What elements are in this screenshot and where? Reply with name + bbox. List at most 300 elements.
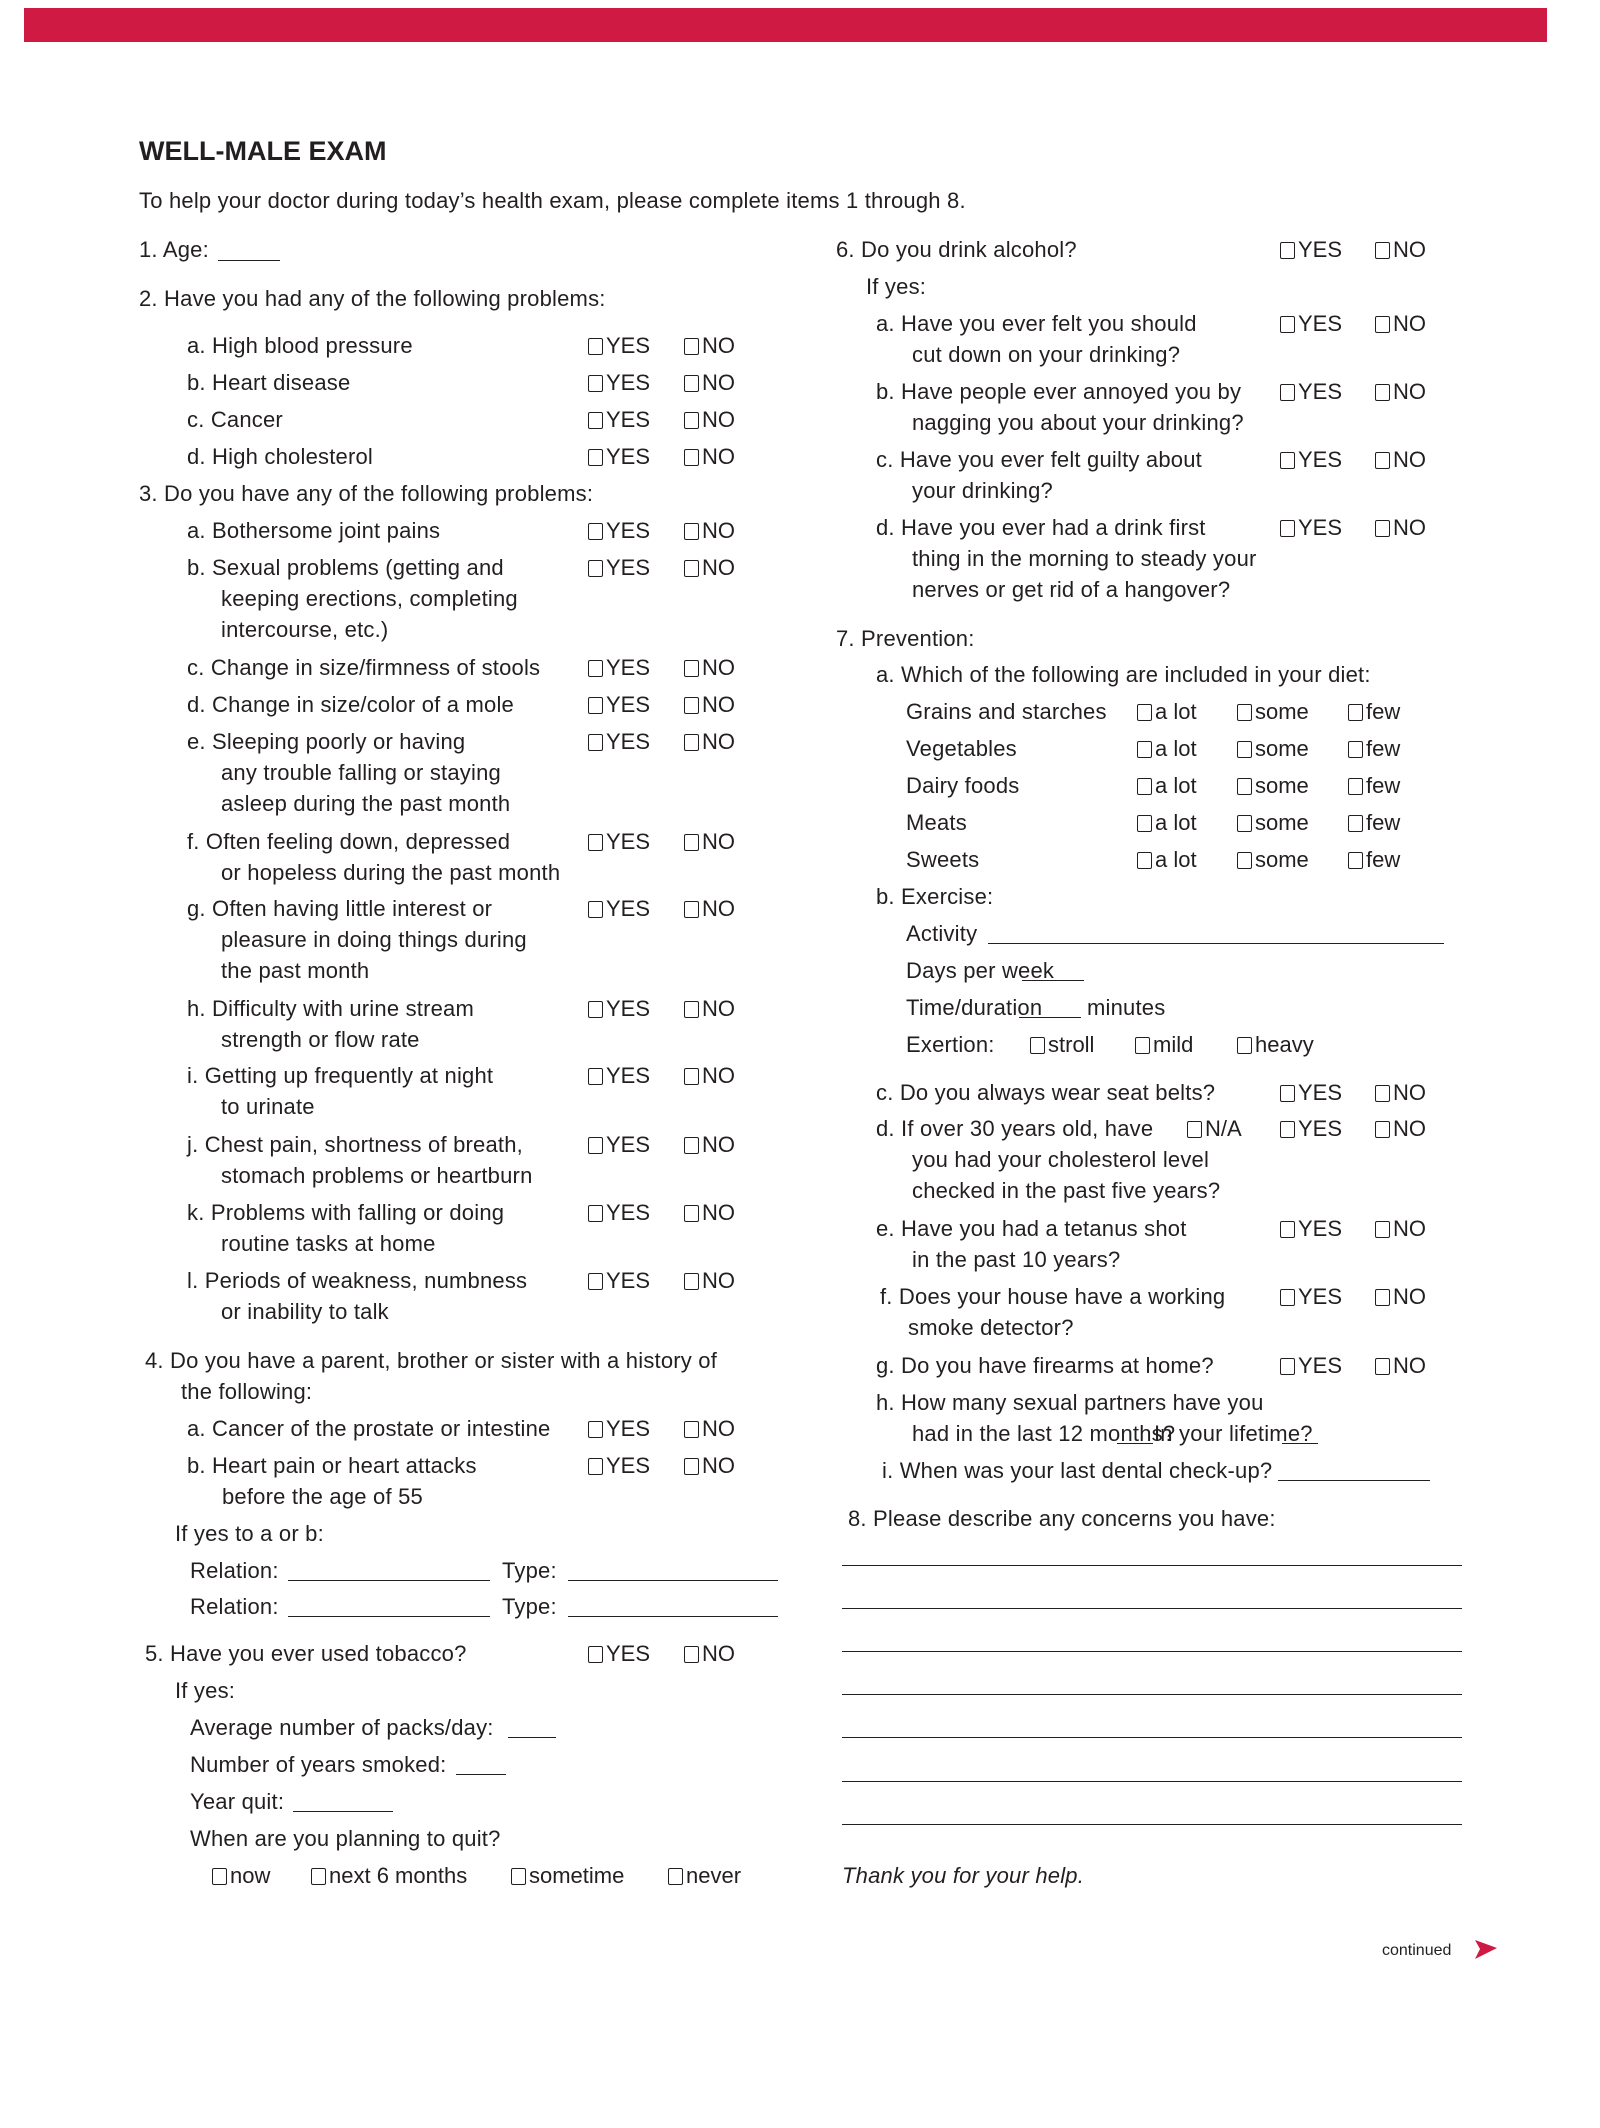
checkbox-icon[interactable] [684,1001,699,1018]
q4-a-yes-checkbox[interactable] [588,1416,650,1442]
question-2-item: a. High blood pressure [187,333,413,358]
q2-1-yes-checkbox[interactable] [588,370,650,396]
q3-8-no-checkbox[interactable] [684,1063,735,1089]
q6-yes-checkbox[interactable] [1280,237,1342,263]
checkbox-icon[interactable] [684,1646,699,1663]
checkbox-icon[interactable] [588,734,603,751]
question-6-label: 6. Do you drink alcohol? [836,237,1077,262]
question-7g: g. Do you have firearms at home? [876,1353,1214,1378]
q2-0-yes-checkbox[interactable] [588,333,650,359]
checkbox-label: YES [606,1453,651,1478]
checkbox-icon[interactable] [588,1421,603,1438]
checkbox-icon[interactable] [588,338,603,355]
checkbox-label: NO [702,1200,735,1225]
checkbox-icon[interactable] [684,1205,699,1222]
q3-6-no-checkbox[interactable] [684,896,735,922]
checkbox-icon[interactable] [588,1273,603,1290]
concerns-line[interactable] [842,1781,1462,1782]
checkbox-icon[interactable] [684,1068,699,1085]
question-3-item: j. Chest pain, shortness of breath, [187,1132,523,1157]
concerns-line[interactable] [842,1824,1462,1825]
question-7h: h. How many sexual partners have you [876,1390,1264,1415]
question-3-item: stomach problems or heartburn [221,1163,533,1188]
q7c-no-checkbox[interactable] [1375,1080,1426,1106]
q5-yes-checkbox[interactable] [588,1641,650,1667]
checkbox-icon[interactable] [684,449,699,466]
q3-11-no-checkbox[interactable] [684,1268,735,1294]
q7e-no-checkbox[interactable] [1375,1216,1426,1242]
quit-option-now[interactable] [212,1863,270,1889]
checkbox-label: few [1366,773,1401,798]
checkbox-icon[interactable] [588,834,603,851]
checkbox-icon[interactable] [588,660,603,677]
checkbox-label: some [1255,847,1309,872]
question-3-item: or inability to talk [221,1299,389,1324]
q7f-yes-checkbox[interactable] [1280,1284,1342,1310]
checkbox-icon[interactable] [1280,1358,1295,1375]
q3-0-no-checkbox[interactable] [684,518,735,544]
checkbox-icon[interactable] [588,1458,603,1475]
checkbox-label: YES [1298,447,1343,472]
checkbox-icon[interactable] [684,560,699,577]
days-field[interactable] [1022,980,1084,981]
quit-option-never[interactable] [668,1863,741,1889]
checkbox-label: NO [1393,1116,1426,1141]
checkbox-icon[interactable] [1137,815,1152,832]
checkbox-label: YES [606,1132,651,1157]
checkbox-icon[interactable] [1237,815,1252,832]
checkbox-label: YES [606,896,651,921]
question-6-item: b. Have people ever annoyed you by [876,379,1242,404]
checkbox-label: YES [1298,1216,1343,1241]
checkbox-icon[interactable] [1375,1289,1390,1306]
checkbox-icon[interactable] [1237,852,1252,869]
checkbox-icon[interactable] [1135,1037,1150,1054]
checkbox-label: YES [1298,237,1343,262]
checkbox-icon[interactable] [588,523,603,540]
type-label: Type: [502,1594,557,1619]
checkbox-label: a lot [1155,847,1197,872]
question-7d: d. If over 30 years old, have [876,1116,1154,1141]
checkbox-label: N/A [1205,1116,1242,1141]
checkbox-icon[interactable] [1280,520,1295,537]
continued-arrow-icon[interactable] [1474,1940,1498,1960]
q4-a-no-checkbox[interactable] [684,1416,735,1442]
diet-amount-checkbox[interactable] [1348,810,1400,836]
checkbox-label: a lot [1155,699,1197,724]
question-7i: i. When was your last dental check-up? [882,1458,1273,1483]
q3-5-no-checkbox[interactable] [684,829,735,855]
question-7-label: 7. Prevention: [836,626,975,651]
quit-plan-label: When are you planning to quit? [190,1826,501,1851]
question-3-item: the past month [221,958,370,983]
checkbox-label: YES [606,1416,651,1441]
question-7f: f. Does your house have a working [880,1284,1226,1309]
question-3-item: to urinate [221,1094,315,1119]
time-field[interactable] [1019,1017,1081,1018]
relation-field[interactable] [288,1580,490,1581]
question-4-item: a. Cancer of the prostate or intestine [187,1416,551,1441]
relation-label: Relation: [190,1594,279,1619]
question-3-item: e. Sleeping poorly or having [187,729,466,754]
checkbox-label: NO [702,829,735,854]
question-2-item: b. Heart disease [187,370,351,395]
question-7d: checked in the past five years? [912,1178,1221,1203]
exertion-checkbox[interactable] [1030,1032,1094,1058]
q7g-no-checkbox[interactable] [1375,1353,1426,1379]
checkbox-label: heavy [1255,1032,1314,1057]
checkbox-icon[interactable] [1375,384,1390,401]
q3-11-yes-checkbox[interactable] [588,1268,650,1294]
checkbox-icon[interactable] [1375,1085,1390,1102]
checkbox-icon[interactable] [684,338,699,355]
checkbox-icon[interactable] [588,1137,603,1154]
checkbox-label: NO [1393,1216,1426,1241]
checkbox-label: NO [702,1063,735,1088]
checkbox-icon[interactable] [1280,316,1295,333]
q6-0-no-checkbox[interactable] [1375,311,1426,337]
question-6-item: thing in the morning to steady your [912,546,1257,571]
concerns-line[interactable] [842,1565,1462,1566]
checkbox-label: NO [702,1416,735,1441]
question-7h: had in the last 12 months? [912,1421,1176,1446]
checkbox-label: YES [606,370,651,395]
diet-amount-checkbox[interactable] [1137,699,1197,725]
checkbox-icon[interactable] [511,1868,526,1885]
q7e-yes-checkbox[interactable] [1280,1216,1342,1242]
checkbox-icon[interactable] [1375,242,1390,259]
activity-field[interactable] [988,943,1444,944]
checkbox-icon[interactable] [588,1001,603,1018]
question-3-item: i. Getting up frequently at night [187,1063,494,1088]
checkbox-icon[interactable] [1375,1358,1390,1375]
question-7f: smoke detector? [908,1315,1074,1340]
checkbox-icon[interactable] [588,412,603,429]
question-3-item: intercourse, etc.) [221,617,389,642]
q3-9-no-checkbox[interactable] [684,1132,735,1158]
q7d-yes-checkbox[interactable] [1280,1116,1342,1142]
checkbox-icon[interactable] [1237,1037,1252,1054]
checkbox-label: NO [702,333,735,358]
checkbox-label: NO [702,518,735,543]
checkbox-label: YES [606,1268,651,1293]
year-quit-field[interactable] [293,1811,393,1812]
checkbox-icon[interactable] [1237,778,1252,795]
checkbox-label: next 6 months [329,1863,468,1888]
checkbox-icon[interactable] [588,375,603,392]
checkbox-icon[interactable] [1375,452,1390,469]
q3-10-no-checkbox[interactable] [684,1200,735,1226]
q3-7-no-checkbox[interactable] [684,996,735,1022]
checkbox-icon[interactable] [1137,852,1152,869]
checkbox-icon[interactable] [1237,704,1252,721]
checkbox-label: YES [1298,1116,1343,1141]
question-3-item: or hopeless during the past month [221,860,561,885]
diet-amount-checkbox[interactable] [1237,736,1309,762]
checkbox-icon[interactable] [684,412,699,429]
checkbox-label: a lot [1155,736,1197,761]
checkbox-label: NO [702,1453,735,1478]
q3-2-no-checkbox[interactable] [684,655,735,681]
exercise-label: b. Exercise: [876,884,994,909]
q6-3-yes-checkbox[interactable] [1280,515,1342,541]
question-6-item: a. Have you ever felt you should [876,311,1197,336]
checkbox-label: some [1255,810,1309,835]
exertion-checkbox[interactable] [1237,1032,1314,1058]
checkbox-icon[interactable] [1348,704,1363,721]
diet-amount-checkbox[interactable] [1237,773,1309,799]
if-yes-label: If yes: [175,1678,236,1703]
q6-0-yes-checkbox[interactable] [1280,311,1342,337]
q5-no-checkbox[interactable] [684,1641,735,1667]
checkbox-icon[interactable] [684,697,699,714]
question-6-item: nagging you about your drinking? [912,410,1244,435]
question-3-item: b. Sexual problems (getting and [187,555,504,580]
checkbox-label: NO [1393,379,1426,404]
question-3-item: routine tasks at home [221,1231,436,1256]
quit-option-sometime[interactable] [511,1863,624,1889]
question-6-item: nerves or get rid of a hangover? [912,577,1231,602]
checkbox-label: NO [1393,311,1426,336]
checkbox-icon[interactable] [1237,741,1252,758]
checkbox-label: YES [606,1063,651,1088]
q3-4-no-checkbox[interactable] [684,729,735,755]
diet-food-label: Meats [906,810,967,835]
checkbox-icon[interactable] [684,734,699,751]
checkbox-label: YES [606,692,651,717]
q3-6-yes-checkbox[interactable] [588,896,650,922]
checkbox-label: few [1366,847,1401,872]
checkbox-icon[interactable] [684,1273,699,1290]
concerns-line[interactable] [842,1651,1462,1652]
q2-3-yes-checkbox[interactable] [588,444,650,470]
checkbox-label: NO [1393,1353,1426,1378]
question-6-item: c. Have you ever felt guilty about [876,447,1202,472]
checkbox-icon[interactable] [1348,815,1363,832]
q3-3-no-checkbox[interactable] [684,692,735,718]
checkbox-icon[interactable] [684,901,699,918]
checkbox-icon[interactable] [1137,704,1152,721]
question-3-item: h. Difficulty with urine stream [187,996,475,1021]
q3-3-yes-checkbox[interactable] [588,692,650,718]
question-2-item: c. Cancer [187,407,283,432]
diet-food-label: Dairy foods [906,773,1020,798]
age-field[interactable] [218,260,280,261]
q3-7-yes-checkbox[interactable] [588,996,650,1022]
concerns-line[interactable] [842,1694,1462,1695]
checkbox-icon[interactable] [588,901,603,918]
checkbox-icon[interactable] [588,697,603,714]
q7d-na-checkbox[interactable] [1187,1116,1242,1142]
q3-2-yes-checkbox[interactable] [588,655,650,681]
q3-1-yes-checkbox[interactable] [588,555,650,581]
activity-label: Activity [906,921,978,946]
checkbox-icon[interactable] [684,523,699,540]
checkbox-icon[interactable] [588,1068,603,1085]
question-3-item: d. Change in size/color of a mole [187,692,514,717]
checkbox-icon[interactable] [1137,778,1152,795]
q3-0-yes-checkbox[interactable] [588,518,650,544]
type-field[interactable] [568,1616,778,1617]
checkbox-icon[interactable] [1280,242,1295,259]
checkbox-label: sometime [529,1863,625,1888]
diet-amount-checkbox[interactable] [1348,773,1400,799]
checkbox-label: NO [702,1641,735,1666]
quit-label: Year quit: [190,1789,285,1814]
q6-2-no-checkbox[interactable] [1375,447,1426,473]
quit-option-next[interactable] [311,1863,467,1889]
checkbox-icon[interactable] [1280,1085,1295,1102]
question-7c: c. Do you always wear seat belts? [876,1080,1216,1105]
diet-label: a. Which of the following are included in your diet: [876,662,1371,687]
continued-label: continued [1382,1942,1452,1959]
checkbox-label: YES [1298,1353,1343,1378]
checkbox-icon[interactable] [684,375,699,392]
question-3-item: c. Change in size/firmness of stools [187,655,541,680]
question-3-item: a. Bothersome joint pains [187,518,441,543]
question-6-item: cut down on your drinking? [912,342,1181,367]
checkbox-label: YES [1298,1284,1343,1309]
checkbox-icon[interactable] [668,1868,683,1885]
checkbox-label: a lot [1155,810,1197,835]
diet-food-label: Sweets [906,847,980,872]
checkbox-label: some [1255,699,1309,724]
checkbox-icon[interactable] [1375,520,1390,537]
question-3-item: pleasure in doing things during [221,927,527,952]
checkbox-icon[interactable] [1280,1289,1295,1306]
checkbox-icon[interactable] [1348,852,1363,869]
diet-amount-checkbox[interactable] [1137,847,1197,873]
partners-12mo-field[interactable] [1117,1443,1153,1444]
relation-label: Relation: [190,1558,279,1583]
checkbox-icon[interactable] [212,1868,227,1885]
checkbox-icon[interactable] [684,660,699,677]
checkbox-label: mild [1153,1032,1194,1057]
diet-amount-checkbox[interactable] [1237,847,1309,873]
q3-5-yes-checkbox[interactable] [588,829,650,855]
checkbox-icon[interactable] [588,1646,603,1663]
checkbox-icon[interactable] [1280,452,1295,469]
checkbox-icon[interactable] [684,1137,699,1154]
checkbox-label: YES [606,444,651,469]
diet-amount-checkbox[interactable] [1137,736,1197,762]
checkbox-icon[interactable] [1137,741,1152,758]
checkbox-label: NO [1393,1284,1426,1309]
question-7h: In your lifetime? [1154,1421,1313,1446]
diet-amount-checkbox[interactable] [1237,699,1309,725]
years-field[interactable] [456,1774,506,1775]
concerns-line[interactable] [842,1737,1462,1738]
type-field[interactable] [568,1580,778,1581]
checkbox-icon[interactable] [1280,1221,1295,1238]
q2-3-no-checkbox[interactable] [684,444,735,470]
q2-2-no-checkbox[interactable] [684,407,735,433]
q6-2-yes-checkbox[interactable] [1280,447,1342,473]
q6-3-no-checkbox[interactable] [1375,515,1426,541]
concerns-line[interactable] [842,1608,1462,1609]
checkbox-label: NO [1393,447,1426,472]
years-label: Number of years smoked: [190,1752,447,1777]
diet-food-label: Grains and starches [906,699,1107,724]
question-3-item: f. Often feeling down, depressed [187,829,511,854]
q2-0-no-checkbox[interactable] [684,333,735,359]
page-title: WELL-MALE EXAM [139,136,387,166]
q3-4-yes-checkbox[interactable] [588,729,650,755]
checkbox-icon[interactable] [588,449,603,466]
diet-amount-checkbox[interactable] [1137,810,1197,836]
checkbox-label: NO [702,370,735,395]
q7g-yes-checkbox[interactable] [1280,1353,1342,1379]
checkbox-icon[interactable] [684,1458,699,1475]
checkbox-icon[interactable] [588,1205,603,1222]
q7d-no-checkbox[interactable] [1375,1116,1426,1142]
q3-8-yes-checkbox[interactable] [588,1063,650,1089]
checkbox-icon[interactable] [1280,1121,1295,1138]
relation-field[interactable] [288,1616,490,1617]
q6-1-no-checkbox[interactable] [1375,379,1426,405]
checkbox-label: now [230,1863,271,1888]
checkbox-icon[interactable] [311,1868,326,1885]
checkbox-icon[interactable] [1280,384,1295,401]
q3-1-no-checkbox[interactable] [684,555,735,581]
diet-amount-checkbox[interactable] [1137,773,1197,799]
checkbox-label: NO [1393,1080,1426,1105]
q2-1-no-checkbox[interactable] [684,370,735,396]
checkbox-icon[interactable] [1375,1121,1390,1138]
checkbox-label: YES [606,333,651,358]
checkbox-icon[interactable] [1375,316,1390,333]
diet-amount-checkbox[interactable] [1348,847,1400,873]
exertion-checkbox[interactable] [1135,1032,1193,1058]
diet-amount-checkbox[interactable] [1348,736,1400,762]
q6-1-yes-checkbox[interactable] [1280,379,1342,405]
q7f-no-checkbox[interactable] [1375,1284,1426,1310]
q4-b-yes-checkbox[interactable] [588,1453,650,1479]
checkbox-icon[interactable] [684,834,699,851]
q3-9-yes-checkbox[interactable] [588,1132,650,1158]
question-4-item: b. Heart pain or heart attacks [187,1453,477,1478]
checkbox-label: YES [606,555,651,580]
checkbox-icon[interactable] [1030,1037,1045,1054]
q6-no-checkbox[interactable] [1375,237,1426,263]
q3-10-yes-checkbox[interactable] [588,1200,650,1226]
diet-food-label: Vegetables [906,736,1017,761]
checkbox-label: few [1366,736,1401,761]
checkbox-label: NO [702,692,735,717]
checkbox-label: YES [606,829,651,854]
checkbox-icon[interactable] [1348,741,1363,758]
checkbox-label: YES [606,1641,651,1666]
q2-2-yes-checkbox[interactable] [588,407,650,433]
q4-b-no-checkbox[interactable] [684,1453,735,1479]
time-label: Time/duration [906,995,1043,1020]
checkbox-icon[interactable] [588,560,603,577]
checkbox-label: a lot [1155,773,1197,798]
checkbox-label: YES [606,655,651,680]
packs-field[interactable] [508,1737,556,1738]
checkbox-icon[interactable] [1375,1221,1390,1238]
partners-lifetime-field[interactable] [1282,1443,1318,1444]
checkbox-label: NO [702,1132,735,1157]
checkbox-icon[interactable] [684,1421,699,1438]
checkbox-icon[interactable] [1187,1121,1202,1138]
checkbox-icon[interactable] [1348,778,1363,795]
dental-field[interactable] [1278,1480,1430,1481]
diet-amount-checkbox[interactable] [1348,699,1400,725]
checkbox-label: YES [606,1200,651,1225]
q7c-yes-checkbox[interactable] [1280,1080,1342,1106]
diet-amount-checkbox[interactable] [1237,810,1309,836]
